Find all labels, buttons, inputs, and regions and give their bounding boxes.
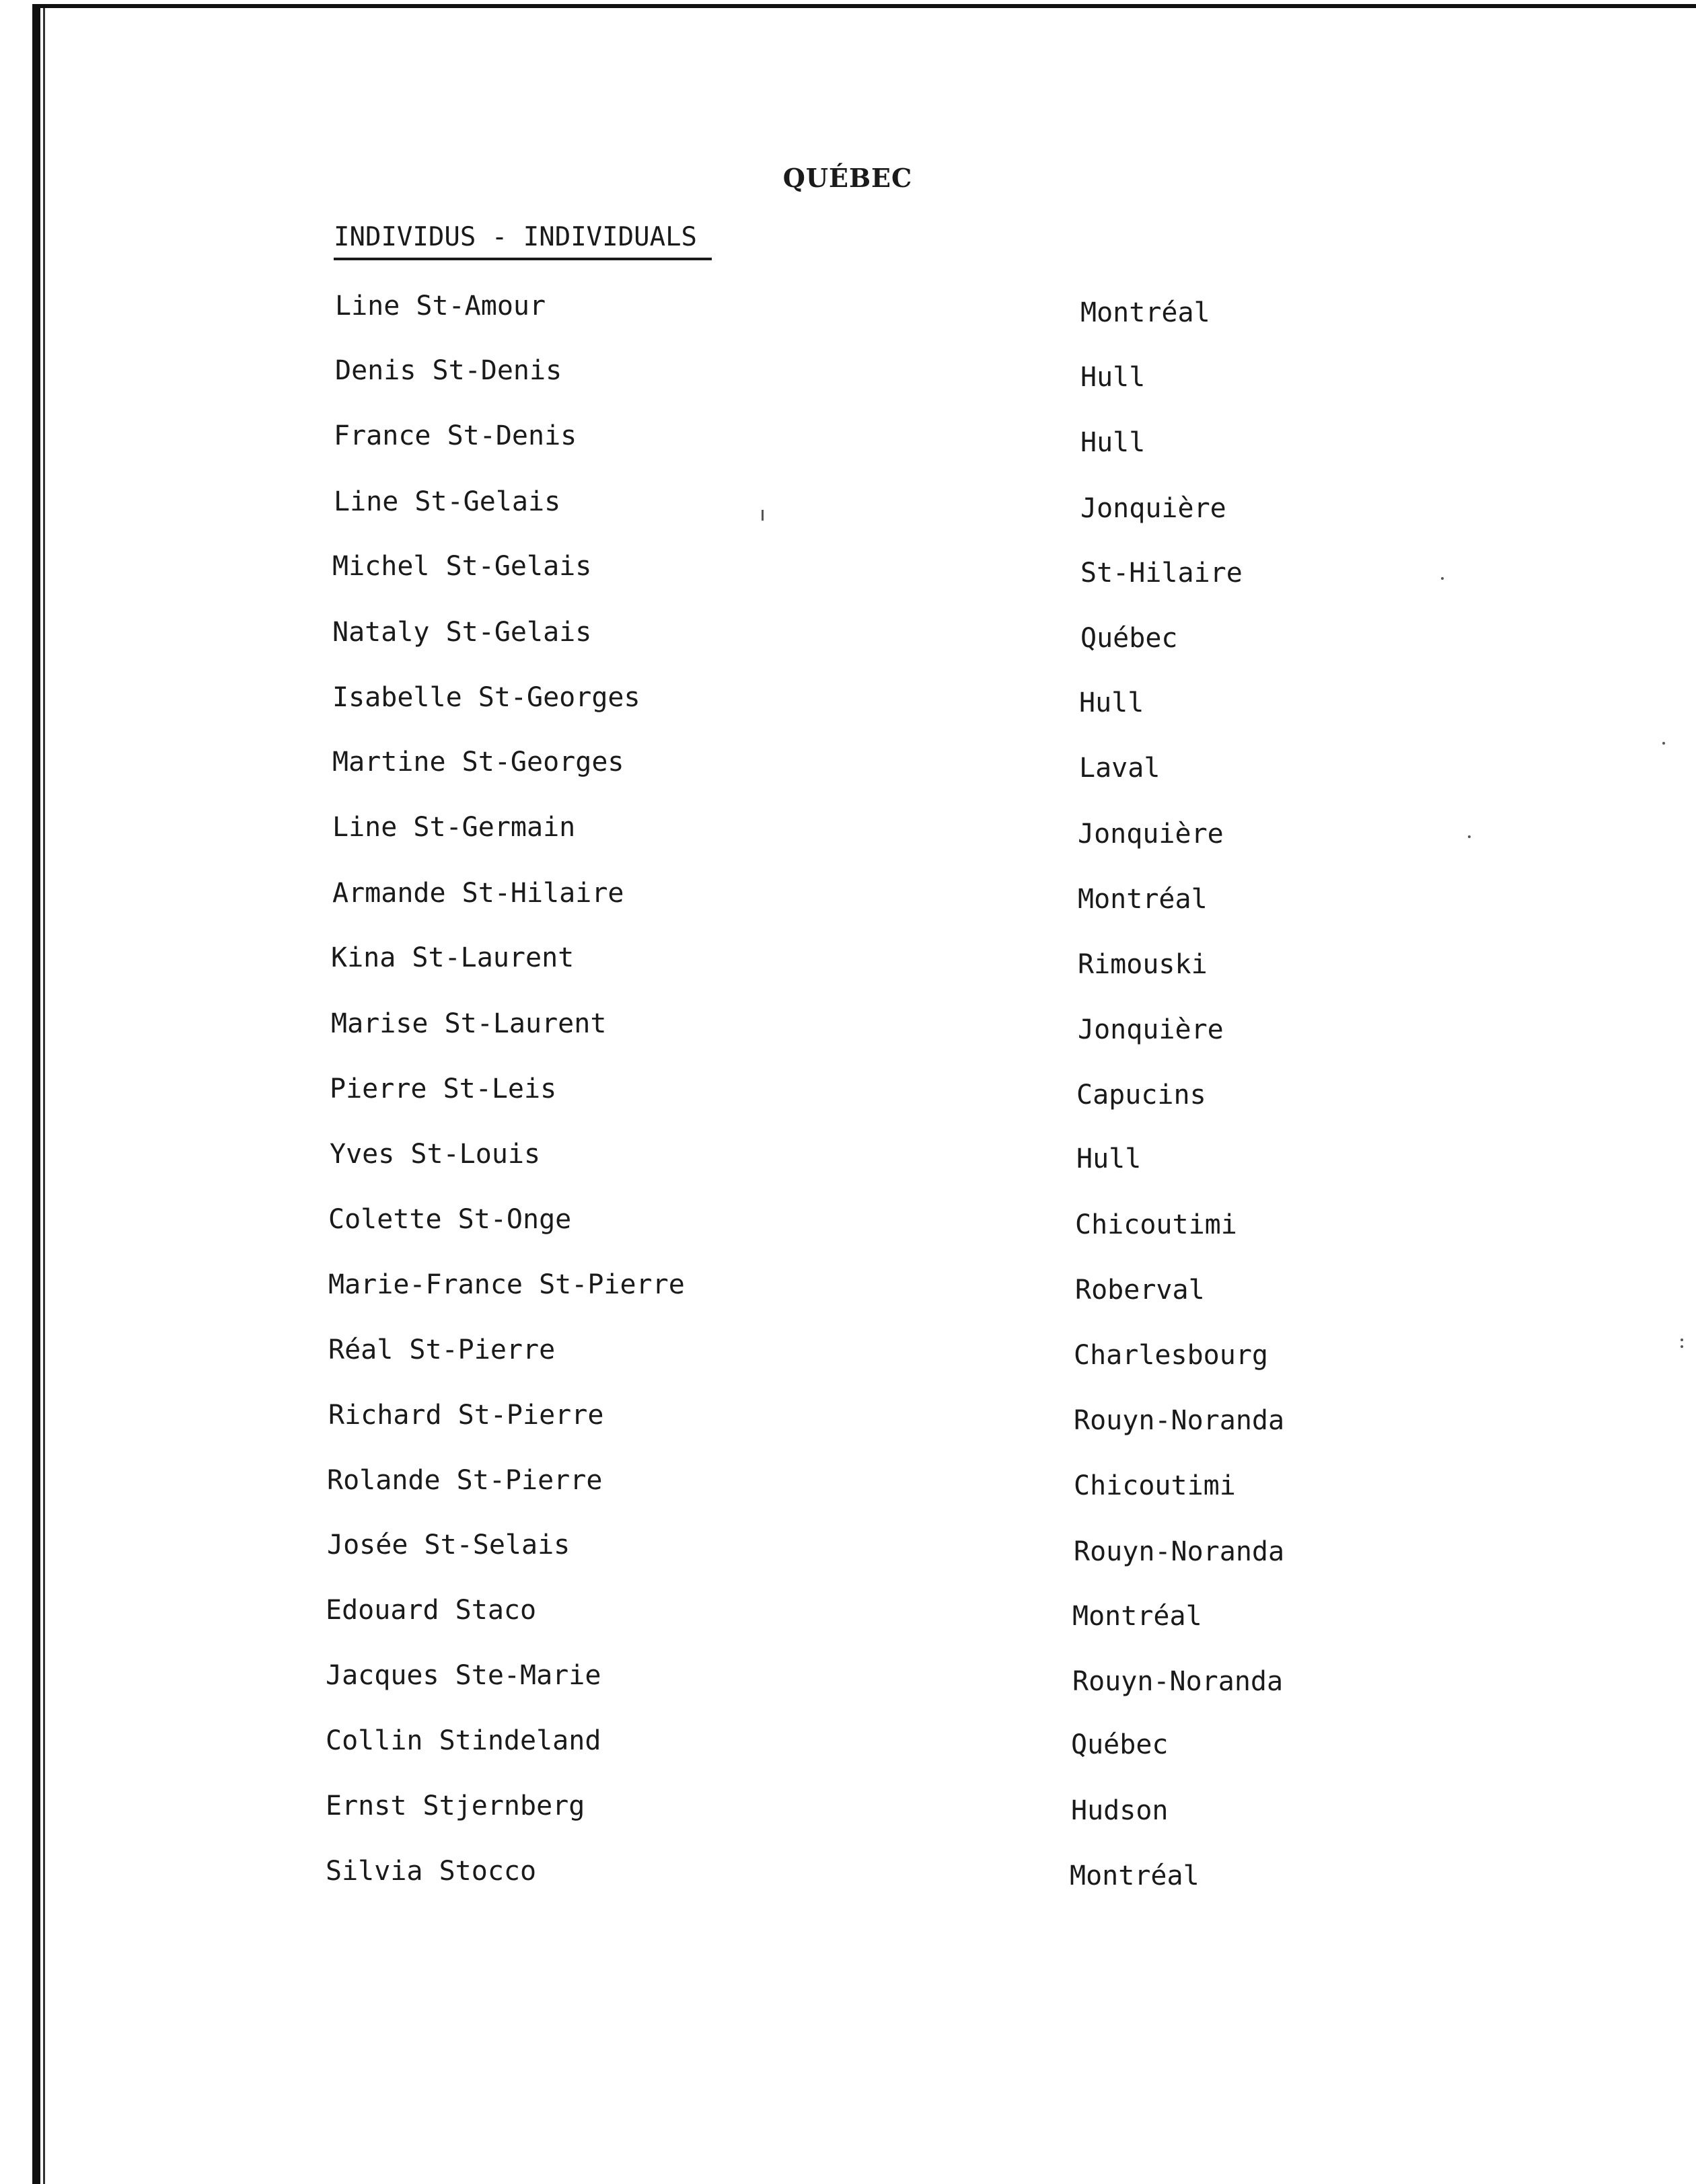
individual-city: Rouyn-Noranda	[1074, 1536, 1285, 1567]
individual-city: Rouyn-Noranda	[1072, 1666, 1284, 1697]
individual-name: Collin Stindeland	[326, 1725, 601, 1756]
individual-name: Ernst Stjernberg	[326, 1791, 585, 1821]
individual-name: Line St-Gelais	[334, 486, 561, 517]
individual-name: Line St-Germain	[332, 812, 576, 843]
individual-name: Jacques Ste-Marie	[326, 1660, 601, 1691]
individual-name: Isabelle St-Georges	[332, 682, 640, 713]
individual-name: Line St-Amour	[335, 291, 546, 322]
individual-name: Armande St-Hilaire	[332, 878, 624, 909]
individual-name: Réal St-Pierre	[328, 1334, 556, 1365]
individual-name: Kina St-Laurent	[331, 942, 575, 973]
individual-city: Laval	[1079, 753, 1160, 784]
individual-city: Montréal	[1078, 884, 1208, 915]
individual-name: Silvia Stocco	[326, 1856, 537, 1887]
individual-name: Denis St-Denis	[335, 355, 562, 386]
individual-name: Nataly St-Gelais	[332, 617, 592, 648]
individual-name: Edouard Staco	[326, 1595, 537, 1626]
individual-city: Jonquière	[1080, 493, 1226, 524]
individual-city: Hudson	[1071, 1795, 1169, 1826]
individual-city: Rimouski	[1078, 949, 1208, 980]
individual-city: Rouyn-Noranda	[1074, 1405, 1285, 1436]
individual-name: Josée St-Selais	[327, 1530, 570, 1560]
individual-name: France St-Denis	[334, 420, 577, 451]
individual-name: Colette St-Onge	[328, 1204, 572, 1235]
individual-city: Jonquière	[1078, 819, 1224, 850]
individual-city: Québec	[1080, 623, 1178, 654]
individual-city: Montréal	[1072, 1601, 1202, 1632]
individual-name: Martine St-Georges	[332, 747, 624, 778]
individual-city: Montréal	[1070, 1860, 1200, 1891]
individual-city: Hull	[1080, 362, 1146, 393]
individual-city: St-Hilaire	[1080, 558, 1243, 589]
page-title: QUÉBEC	[782, 163, 913, 193]
individual-city: Chicoutimi	[1074, 1470, 1236, 1501]
individual-name: Richard St-Pierre	[328, 1400, 604, 1431]
individual-city: Jonquière	[1078, 1014, 1224, 1045]
individual-name: Yves St-Louis	[330, 1139, 541, 1170]
individual-city: Capucins	[1076, 1080, 1206, 1110]
individual-name: Marise St-Laurent	[331, 1008, 607, 1039]
individual-city: Montréal	[1080, 297, 1210, 328]
section-heading: INDIVIDUS - INDIVIDUALS	[334, 222, 698, 252]
individual-city: Québec	[1071, 1729, 1169, 1760]
individual-city: Roberval	[1075, 1275, 1205, 1306]
individual-city: Hull	[1076, 1143, 1142, 1174]
individual-city: Hull	[1079, 687, 1144, 718]
individual-city: Hull	[1080, 427, 1146, 458]
individual-name: Pierre St-Leis	[330, 1074, 557, 1104]
individual-name: Marie-France St-Pierre	[328, 1269, 685, 1300]
individual-name: Rolande St-Pierre	[327, 1465, 603, 1496]
individual-name: Michel St-Gelais	[332, 551, 592, 582]
individual-city: Chicoutimi	[1075, 1209, 1237, 1240]
individual-city: Charlesbourg	[1074, 1340, 1268, 1371]
